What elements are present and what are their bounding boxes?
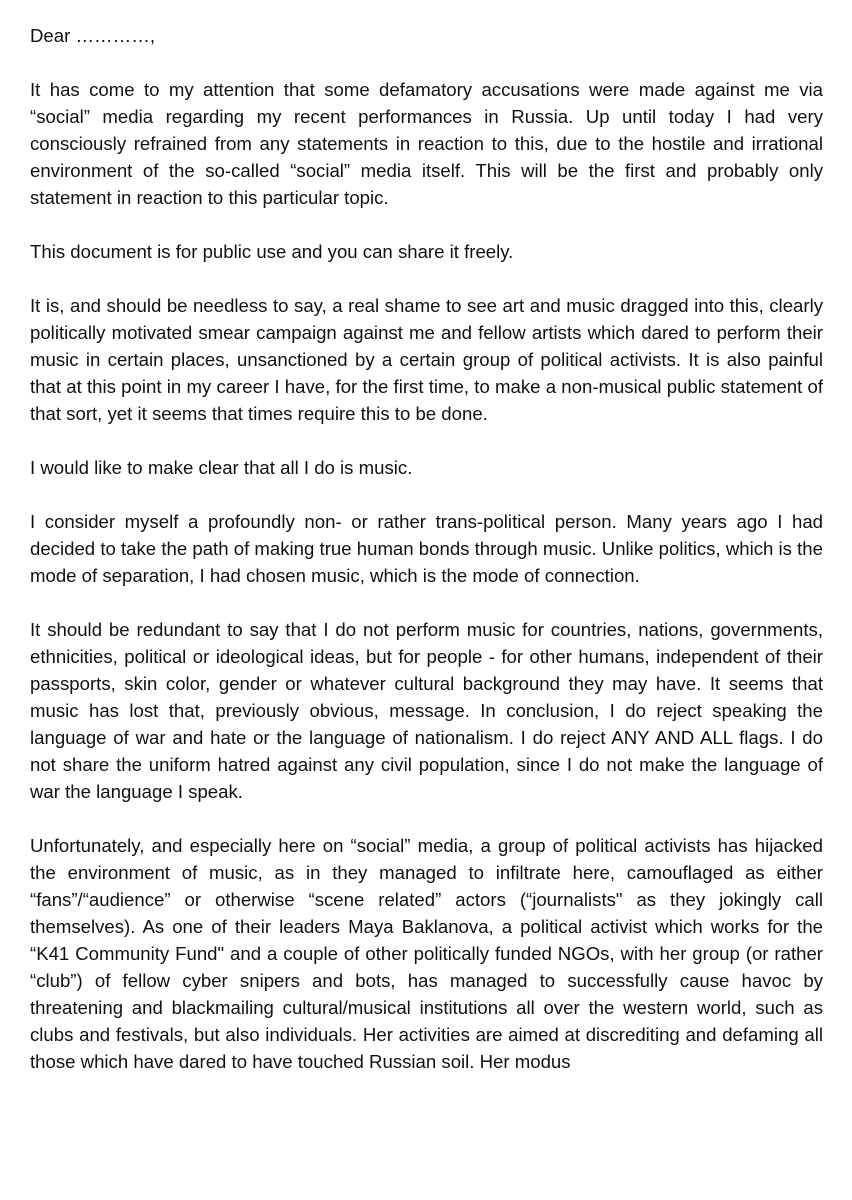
letter-paragraph-3: It is, and should be needless to say, a real shame to see art and music dragged into this, clearly politically motivated smear campaign against me and fellow artists which dared to perform their music in certain places, unsanctioned by a certain group of political activists. It is also painful that at this point in my career I have, for the first time, to make a non-musical public statement of that sort, yet it seems that times require this to be done. [30,295,823,424]
letter-paragraph-5: I consider myself a profoundly non- or rather trans-political person. Many years ago I had decided to take the path of making true human bonds through music. Unlike politics, which is the mode of separation, I had chosen music, which is the mode of connection. [30,511,823,586]
letter-paragraph-7: Unfortunately, and especially here on “social” media, a group of political activists has hijacked the environment of music, as in they managed to infiltrate here, camouflaged as either “fans”/“audience” or otherwise “scene related” actors (“journalists" as they jokingly call themselves). As one of their leaders Maya Baklanova, a political activist which works for the “K41 Community Fund" and a couple of other politically funded NGOs, with her group (or rather “club”) of fellow cyber snipers and bots, has managed to successfully cause havoc by threatening and blackmailing cultural/musical institutions all over the western world, such as clubs and festivals, but also individuals. Her activities are aimed at discrediting and defaming all those which have dared to have touched Russian soil. Her modus [30,835,823,1072]
letter-document [30,22,823,1102]
letter-paragraph-4: I would like to make clear that all I do is music. [30,457,413,478]
letter-paragraph-6: It should be redundant to say that I do not perform music for countries, nations, governments, ethnicities, political or ideological ideas, but for people - for other humans, independent of their passports, skin color, gender or whatever cultural background they may have. It seems that music has lost that, previously obvious, message. In conclusion, I do reject speaking the language of war and hate or the language of nationalism. I do reject ANY AND ALL flags. I do not share the uniform hatred against any civil population, since I do not make the language of war the language I speak. [30,619,823,802]
letter-paragraph-1: It has come to my attention that some defamatory accusations were made against me via “social” media regarding my recent performances in Russia. Up until today I had very consciously refrained from any statements in reaction to this, due to the hostile and irrational environment of the so-called “social” media itself. This will be the first and probably only statement in reaction to this particular topic. [30,79,823,208]
letter-paragraph-2: This document is for public use and you can share it freely. [30,241,514,262]
letter-salutation: Dear …………, [30,25,156,46]
